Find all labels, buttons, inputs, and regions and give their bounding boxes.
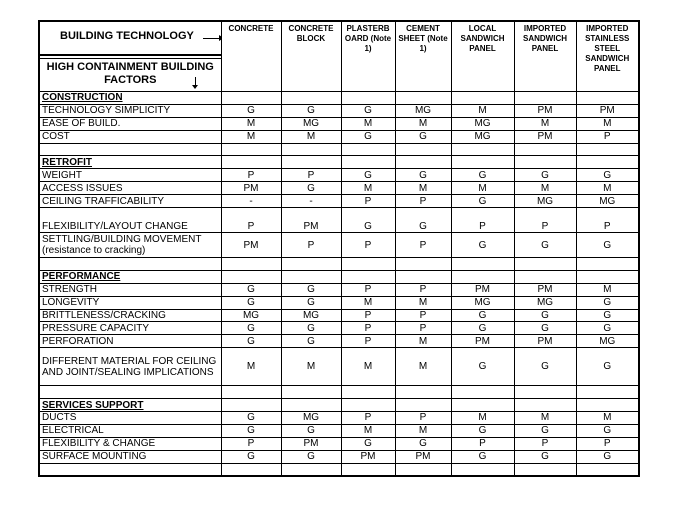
rating-cell: M [576, 412, 639, 425]
factor-label: PERFORATION [39, 335, 221, 348]
rating-cell: G [451, 450, 514, 463]
rating-cell: G [395, 169, 451, 182]
rating-cell: MG [576, 195, 639, 208]
rating-cell: P [395, 195, 451, 208]
section-row [39, 92, 639, 105]
table-row [39, 335, 639, 348]
rating-cell: PM [221, 233, 281, 258]
rating-cell: PM [451, 335, 514, 348]
rating-cell: P [341, 412, 395, 425]
table-row [39, 424, 639, 437]
rating-cell: G [395, 437, 451, 450]
rating-cell: PM [221, 182, 281, 195]
rating-cell: P [341, 322, 395, 335]
rating-cell: PM [514, 335, 576, 348]
rating-cell: G [514, 424, 576, 437]
building-technology-table [38, 20, 640, 477]
rating-cell: M [514, 182, 576, 195]
table-row [39, 283, 639, 296]
empty-cell [395, 399, 451, 412]
rating-cell: G [341, 437, 395, 450]
factor-label: STRENGTH [39, 283, 221, 296]
column-header: CONCRETE [221, 21, 281, 92]
spacer-row [39, 258, 639, 271]
table-row [39, 117, 639, 130]
rating-cell: G [221, 424, 281, 437]
empty-cell [451, 258, 514, 271]
empty-cell [576, 92, 639, 105]
empty-cell [221, 92, 281, 105]
empty-cell [576, 156, 639, 169]
rating-cell: P [341, 233, 395, 258]
rating-cell: MG [514, 296, 576, 309]
rating-cell: P [221, 437, 281, 450]
rating-cell: PM [451, 283, 514, 296]
rating-cell: PM [395, 450, 451, 463]
spacer-row [39, 463, 639, 476]
empty-cell [576, 143, 639, 156]
empty-cell [395, 463, 451, 476]
rating-cell: P [514, 437, 576, 450]
empty-cell [341, 92, 395, 105]
empty-cell [514, 258, 576, 271]
header-title: BUILDING TECHNOLOGY [60, 30, 194, 42]
table-row [39, 309, 639, 322]
rating-cell: G [281, 182, 341, 195]
rating-cell: G [451, 233, 514, 258]
rating-cell: G [341, 104, 395, 117]
rating-cell: G [281, 450, 341, 463]
empty-cell [451, 143, 514, 156]
empty-cell [281, 399, 341, 412]
rating-cell: - [221, 195, 281, 208]
rating-cell: G [221, 335, 281, 348]
rating-cell: G [576, 169, 639, 182]
section-title: SERVICES SUPPORT [42, 399, 144, 411]
empty-cell [341, 156, 395, 169]
empty-cell [221, 463, 281, 476]
rating-cell: G [221, 322, 281, 335]
rating-cell: P [576, 130, 639, 143]
rating-cell: MG [281, 309, 341, 322]
empty-cell [221, 143, 281, 156]
table-row [39, 296, 639, 309]
rating-cell: M [451, 104, 514, 117]
rating-cell: G [576, 348, 639, 386]
rating-cell: G [451, 195, 514, 208]
rating-cell: G [514, 169, 576, 182]
rating-cell: G [576, 450, 639, 463]
rating-cell: G [514, 450, 576, 463]
column-header: CEMENT SHEET (Note 1) [395, 21, 451, 92]
header-corner [39, 21, 221, 92]
rating-cell: - [281, 195, 341, 208]
factor-label: TECHNOLOGY SIMPLICITY [39, 104, 221, 117]
rating-cell: P [341, 195, 395, 208]
table-row [39, 208, 639, 233]
rating-cell: P [395, 412, 451, 425]
rating-cell: P [221, 169, 281, 182]
empty-cell [514, 143, 576, 156]
rating-cell: MG [451, 117, 514, 130]
empty-cell [281, 386, 341, 399]
rating-cell: M [395, 335, 451, 348]
table-row [39, 322, 639, 335]
empty-cell [221, 156, 281, 169]
table-row [39, 348, 639, 386]
empty-cell [514, 463, 576, 476]
rating-cell: PM [576, 104, 639, 117]
factor-label: EASE OF BUILD. [39, 117, 221, 130]
column-header: IMPORTED STAINLESS STEEL SANDWICH PANEL [576, 21, 639, 92]
factor-label: LONGEVITY [39, 296, 221, 309]
empty-cell [451, 463, 514, 476]
factor-label: CEILING TRAFFICABILITY [39, 195, 221, 208]
section-title: RETROFIT [42, 156, 92, 168]
table-row [39, 195, 639, 208]
arrow-down-icon [195, 77, 196, 85]
rating-cell: M [514, 117, 576, 130]
empty-cell [514, 386, 576, 399]
rating-cell: M [341, 117, 395, 130]
empty-cell [576, 463, 639, 476]
empty-cell [39, 386, 221, 399]
factor-label: SURFACE MOUNTING [39, 450, 221, 463]
empty-cell [451, 92, 514, 105]
empty-cell [341, 399, 395, 412]
rating-cell: P [451, 437, 514, 450]
empty-cell [451, 156, 514, 169]
empty-cell [341, 258, 395, 271]
rating-cell: P [395, 309, 451, 322]
factor-label: DIFFERENT MATERIAL FOR CEILING AND JOINT/SEALING IMPLICATIONS [39, 348, 221, 386]
empty-cell [576, 386, 639, 399]
factor-label: ELECTRICAL [39, 424, 221, 437]
rating-cell: G [576, 309, 639, 322]
rating-cell: G [281, 283, 341, 296]
rating-cell: G [451, 309, 514, 322]
empty-cell [341, 270, 395, 283]
rating-cell: G [514, 309, 576, 322]
rating-cell: M [395, 182, 451, 195]
rating-cell: M [221, 117, 281, 130]
empty-cell [221, 399, 281, 412]
rating-cell: MG [576, 335, 639, 348]
rating-cell: G [221, 412, 281, 425]
column-header: IMPORTED SANDWICH PANEL [514, 21, 576, 92]
rating-cell: M [281, 130, 341, 143]
rating-cell: G [576, 296, 639, 309]
rating-cell: M [576, 117, 639, 130]
section-row [39, 270, 639, 283]
empty-cell [395, 270, 451, 283]
rating-cell: G [451, 169, 514, 182]
empty-cell [576, 270, 639, 283]
rating-cell: G [451, 322, 514, 335]
empty-cell [514, 270, 576, 283]
rating-cell: M [341, 348, 395, 386]
empty-cell [221, 270, 281, 283]
rating-cell: M [341, 296, 395, 309]
rating-cell: M [576, 182, 639, 195]
rating-cell: M [221, 348, 281, 386]
empty-cell [39, 143, 221, 156]
rating-cell: MG [451, 296, 514, 309]
rating-cell: G [576, 424, 639, 437]
empty-cell [281, 92, 341, 105]
rating-cell: G [451, 424, 514, 437]
empty-cell [39, 463, 221, 476]
table-row [39, 182, 639, 195]
rating-cell: G [576, 322, 639, 335]
rating-cell: P [395, 283, 451, 296]
empty-cell [341, 386, 395, 399]
factor-label: ACCESS ISSUES [39, 182, 221, 195]
rating-cell: M [221, 130, 281, 143]
factor-label: PRESSURE CAPACITY [39, 322, 221, 335]
rating-cell: P [281, 233, 341, 258]
rating-cell: P [341, 335, 395, 348]
rating-cell: M [451, 412, 514, 425]
factor-label: SETTLING/BUILDING MOVEMENT (resistance to cracking) [39, 233, 221, 258]
empty-cell [221, 386, 281, 399]
rating-cell: G [341, 169, 395, 182]
rating-cell: G [221, 104, 281, 117]
rating-cell: PM [341, 450, 395, 463]
empty-cell [395, 386, 451, 399]
rating-cell: P [576, 208, 639, 233]
empty-cell [451, 399, 514, 412]
spacer-row [39, 143, 639, 156]
rating-cell: M [281, 348, 341, 386]
rating-cell: PM [281, 208, 341, 233]
rating-cell: PM [281, 437, 341, 450]
factor-label: WEIGHT [39, 169, 221, 182]
rating-cell: M [576, 283, 639, 296]
rating-cell: MG [281, 412, 341, 425]
section-title: CONSTRUCTION [42, 92, 123, 104]
table-row [39, 169, 639, 182]
rating-cell: G [281, 104, 341, 117]
rating-cell: MG [221, 309, 281, 322]
rating-cell: M [341, 424, 395, 437]
rating-cell: P [395, 322, 451, 335]
empty-cell [514, 156, 576, 169]
rating-cell: P [341, 309, 395, 322]
rating-cell: M [395, 117, 451, 130]
rating-cell: G [221, 296, 281, 309]
rating-cell: P [281, 169, 341, 182]
rating-cell: P [451, 208, 514, 233]
rating-cell: G [514, 348, 576, 386]
rating-cell: G [341, 130, 395, 143]
rating-cell: G [514, 233, 576, 258]
factor-label: FLEXIBILITY/LAYOUT CHANGE [39, 208, 221, 233]
rating-cell: G [514, 322, 576, 335]
rating-cell: MG [451, 130, 514, 143]
factor-label: BRITTLENESS/CRACKING [39, 309, 221, 322]
rating-cell: P [341, 283, 395, 296]
rating-cell: M [395, 296, 451, 309]
empty-cell [395, 92, 451, 105]
empty-cell [281, 156, 341, 169]
rating-cell: PM [514, 283, 576, 296]
arrow-right-icon [203, 38, 219, 39]
empty-cell [281, 270, 341, 283]
factor-label: DUCTS [39, 412, 221, 425]
rating-cell: G [576, 233, 639, 258]
empty-cell [576, 399, 639, 412]
rating-cell: G [341, 208, 395, 233]
rating-cell: P [395, 233, 451, 258]
empty-cell [39, 258, 221, 271]
table-row [39, 450, 639, 463]
empty-cell [576, 258, 639, 271]
empty-cell [514, 399, 576, 412]
empty-cell [221, 258, 281, 271]
empty-cell [451, 270, 514, 283]
factor-label: COST [39, 130, 221, 143]
table-row [39, 130, 639, 143]
column-header: PLASTERB OARD (Note 1) [341, 21, 395, 92]
empty-cell [281, 258, 341, 271]
table-row [39, 437, 639, 450]
rating-cell: M [395, 424, 451, 437]
rating-cell: M [341, 182, 395, 195]
empty-cell [451, 386, 514, 399]
table-row [39, 412, 639, 425]
rating-cell: M [451, 182, 514, 195]
table-row [39, 104, 639, 117]
empty-cell [341, 463, 395, 476]
factor-label: FLEXIBILITY & CHANGE [39, 437, 221, 450]
rating-cell: G [281, 296, 341, 309]
rating-cell: G [281, 322, 341, 335]
rating-cell: PM [514, 130, 576, 143]
table-row [39, 233, 639, 258]
rating-cell: G [451, 348, 514, 386]
section-row [39, 399, 639, 412]
rating-cell: P [221, 208, 281, 233]
section-row [39, 156, 639, 169]
empty-cell [395, 258, 451, 271]
rating-cell: G [281, 335, 341, 348]
section-title: PERFORMANCE [42, 271, 121, 283]
empty-cell [514, 92, 576, 105]
header-subtitle: HIGH CONTAINMENT BUILDING FACTORS [46, 61, 214, 86]
rating-cell: G [221, 450, 281, 463]
empty-cell [341, 143, 395, 156]
rating-cell: G [221, 283, 281, 296]
rating-cell: P [514, 208, 576, 233]
empty-cell [281, 143, 341, 156]
rating-cell: G [395, 208, 451, 233]
rating-cell: G [395, 130, 451, 143]
rating-cell: G [281, 424, 341, 437]
rating-cell: PM [514, 104, 576, 117]
empty-cell [281, 463, 341, 476]
rating-cell: MG [395, 104, 451, 117]
column-header: CONCRETE BLOCK [281, 21, 341, 92]
empty-cell [395, 156, 451, 169]
rating-cell: M [395, 348, 451, 386]
empty-cell [395, 143, 451, 156]
rating-cell: MG [514, 195, 576, 208]
rating-cell: P [576, 437, 639, 450]
spacer-row [39, 386, 639, 399]
column-header: LOCAL SANDWICH PANEL [451, 21, 514, 92]
rating-cell: MG [281, 117, 341, 130]
rating-cell: M [514, 412, 576, 425]
